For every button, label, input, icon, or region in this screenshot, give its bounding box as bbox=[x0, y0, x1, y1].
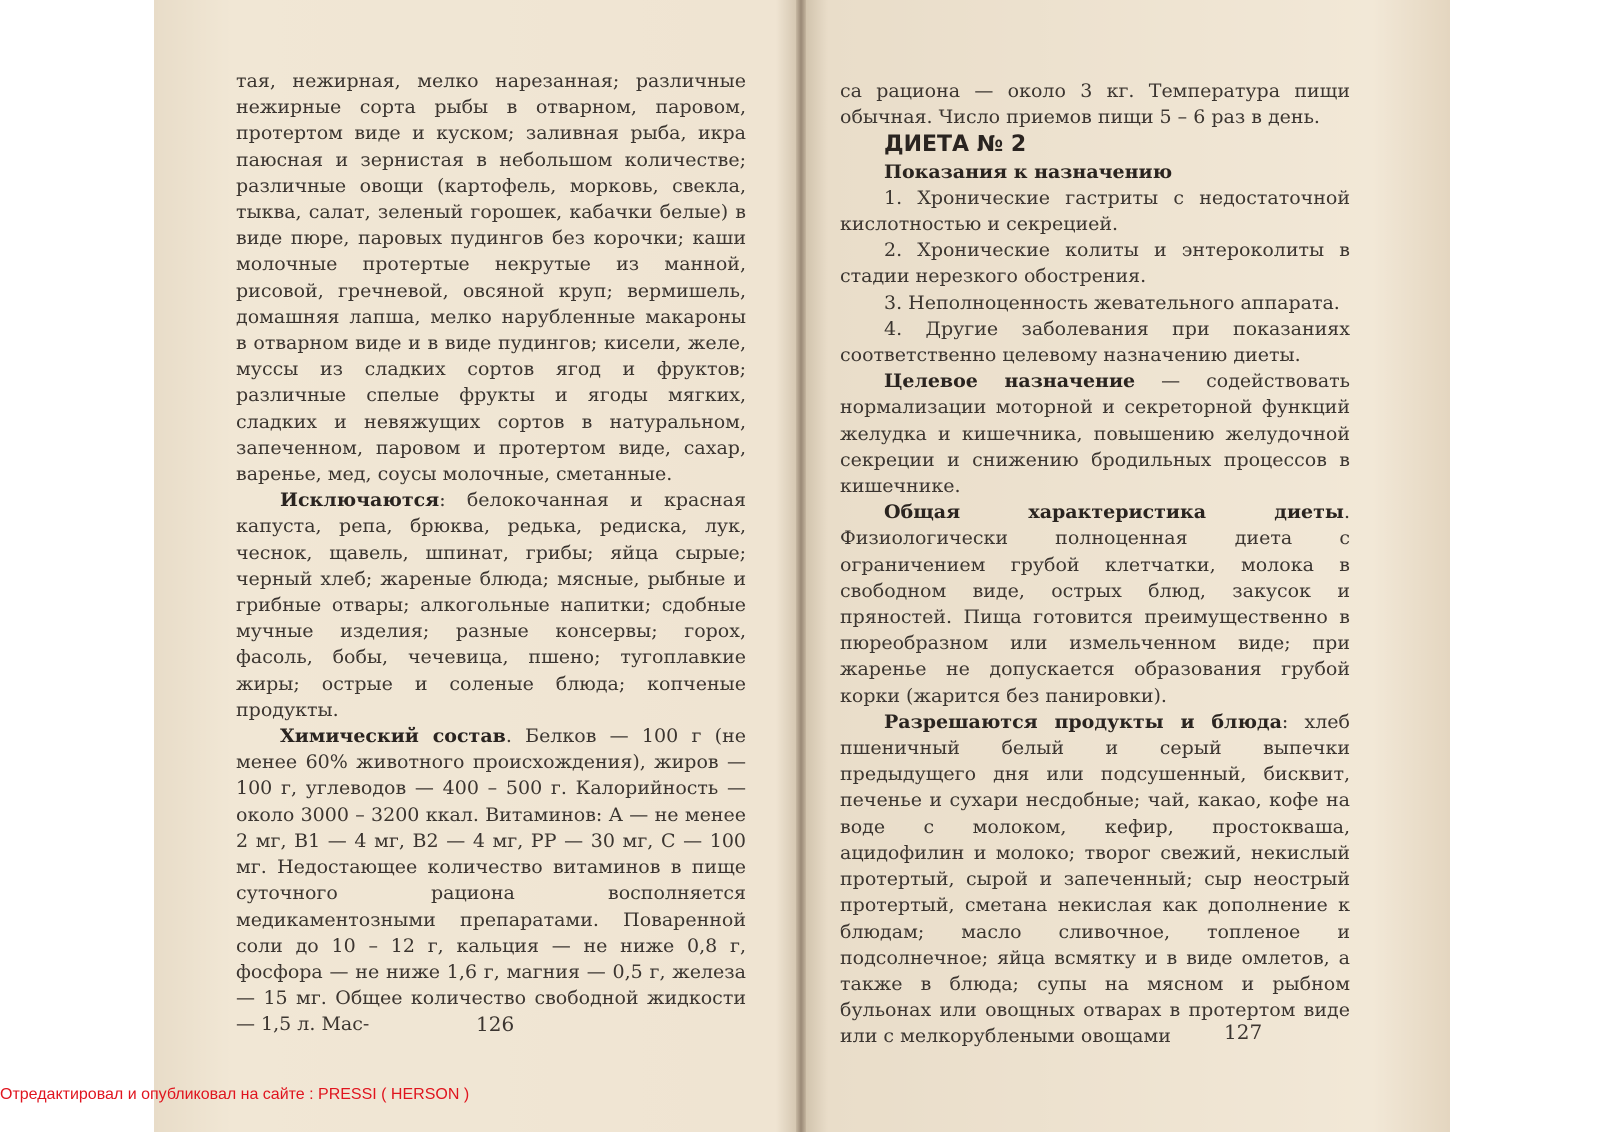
general-characteristics-text: . Физиологически полноценная диета с ограничением грубой клетчатки, молока в свободном виде, острых блюд, закусок и пряностей. Пища готовится преимущественно в пюреобразном или измельченном виде; при жаренье не допускается образования грубой корки (жарится без панировки). bbox=[840, 501, 1350, 707]
book-spread bbox=[154, 0, 1450, 1132]
footer-credit: Отредактировал и опубликовал на сайте : PRESSI ( HERSON ) bbox=[0, 1086, 470, 1103]
indication-item: 1. Хронические гастриты с недостаточной кислотностью и секрецией. bbox=[840, 186, 1350, 236]
excluded-paragraph bbox=[236, 487, 746, 723]
left-page-text bbox=[236, 68, 746, 1038]
page-number-left: 126 bbox=[476, 1012, 515, 1036]
purpose-paragraph bbox=[840, 368, 1350, 499]
page-number-right: 127 bbox=[1224, 1020, 1263, 1044]
indication-item: 2. Хронические колиты и энтероколиты в стадии нерезкого обострения. bbox=[840, 239, 1350, 288]
allowed-products-text: : хлеб пшеничный белый и серый выпечки предыдущего дня или подсушенный, бисквит, печенье и сухари несдобные; чай, какао, кофе на воде с молоком, кефир, простокваша, ацидофилин и молоко; творог свежий, некислый протертый, сырой и запеченный; сыр неострый протертый, сметана некислая как дополнение к блюдам; масло сливочное, топленое и подсолнечное; яйца всмятку и в виде омлетов, а также в блюда; супы на мясном и рыбном бульонах или овощных отварах в протертом виде или с мелкорублеными овощами bbox=[840, 710, 1350, 1048]
left-page bbox=[154, 0, 800, 1132]
indication-item: 4. Другие заболевания при показаниях соответственно целевому назначению диеты. bbox=[840, 317, 1350, 367]
right-page bbox=[804, 0, 1450, 1132]
allowed-products-paragraph bbox=[840, 709, 1350, 1050]
excluded-label: Исключаются bbox=[280, 489, 440, 512]
purpose-label: Целевое назначение bbox=[884, 370, 1136, 393]
purpose-text: — содействовать нормализации моторной и секреторной функций желудка и кишечника, повышению желудочной секреции и снижению бродильных процессов в кишечнике. bbox=[840, 370, 1350, 498]
right-page-text bbox=[840, 78, 1350, 1050]
right-intro: са рациона — около 3 кг. Температура пищи обычная. Число приемов пищи 5 – 6 раз в день. bbox=[840, 80, 1350, 129]
left-paragraph-1: тая, нежирная, мелко нарезанная; различные нежирные сорта рыбы в отварном, паровом, протертом виде и куском; заливная рыба, икра паюсная и зернистая в небольшом количестве; различные овощи (картофель, морковь, свекла, тыква, салат, зеленый горошек, кабачки белые) в виде пюре, паровых пудингов без корочки; каши молочные протертые некрутые из манной, рисовой, гречневой, овсяной круп; вермишель, домашняя лапша, мелко нарубленные макароны в отварном виде и в виде пудингов; кисели, желе, муссы из сладких сортов ягод и фруктов; различные спелые фрукты и ягоды мягких, сладких и невяжущих сортов в натуральном, запеченном, паровом и протертом виде, сахар, варенье, мед, соусы молочные, сметанные. bbox=[236, 70, 746, 486]
general-characteristics-label: Общая характеристика диеты bbox=[884, 501, 1344, 524]
diet-title: ДИЕТА № 2 bbox=[884, 132, 1027, 158]
chemical-composition-paragraph bbox=[236, 723, 746, 1037]
excluded-text: : белокочанная и красная капуста, репа, брюква, редька, редиска, лук, чеснок, щавель, шпинат, грибы; яйца сырые; черный хлеб; жареные блюда; мясные, рыбные и грибные отвары; алкогольные напитки; сдобные мучные изделия; разные консервы; горох, фасоль, бобы, чечевица, пшено; тугоплавкие жиры; острые и соленые блюда; копченые продукты. bbox=[236, 489, 746, 721]
allowed-products-label: Разрешаются продукты и блюда bbox=[884, 710, 1282, 733]
general-characteristics-paragraph bbox=[840, 499, 1350, 709]
indications-heading: Показания к назначению bbox=[884, 160, 1173, 183]
chemical-composition-label: Химический состав bbox=[280, 725, 506, 748]
chemical-composition-text: . Белков — 100 г (не менее 60% животного происхождения), жиров — 100 г, углеводов — 400 – 500 г. Калорийность — около 3000 – 3200 ккал. Витаминов: А — не менее 2 мг, В1 — 4 мг, В2 — 4 мг, РР — 30 мг, С — 100 мг. Недостающее количество витаминов в пище суточного рациона восполняется медикаментозными препаратами. Поваренной соли до 10 – 12 г, кальция — не ниже 0,8 г, фосфора — не ниже 1,6 г, магния — 0,5 г, железа — 15 мг. Общее количество свободной жидкости — 1,5 л. Мас- bbox=[236, 725, 746, 1036]
indication-item: 3. Неполноценность жевательного аппарата. bbox=[884, 291, 1340, 314]
